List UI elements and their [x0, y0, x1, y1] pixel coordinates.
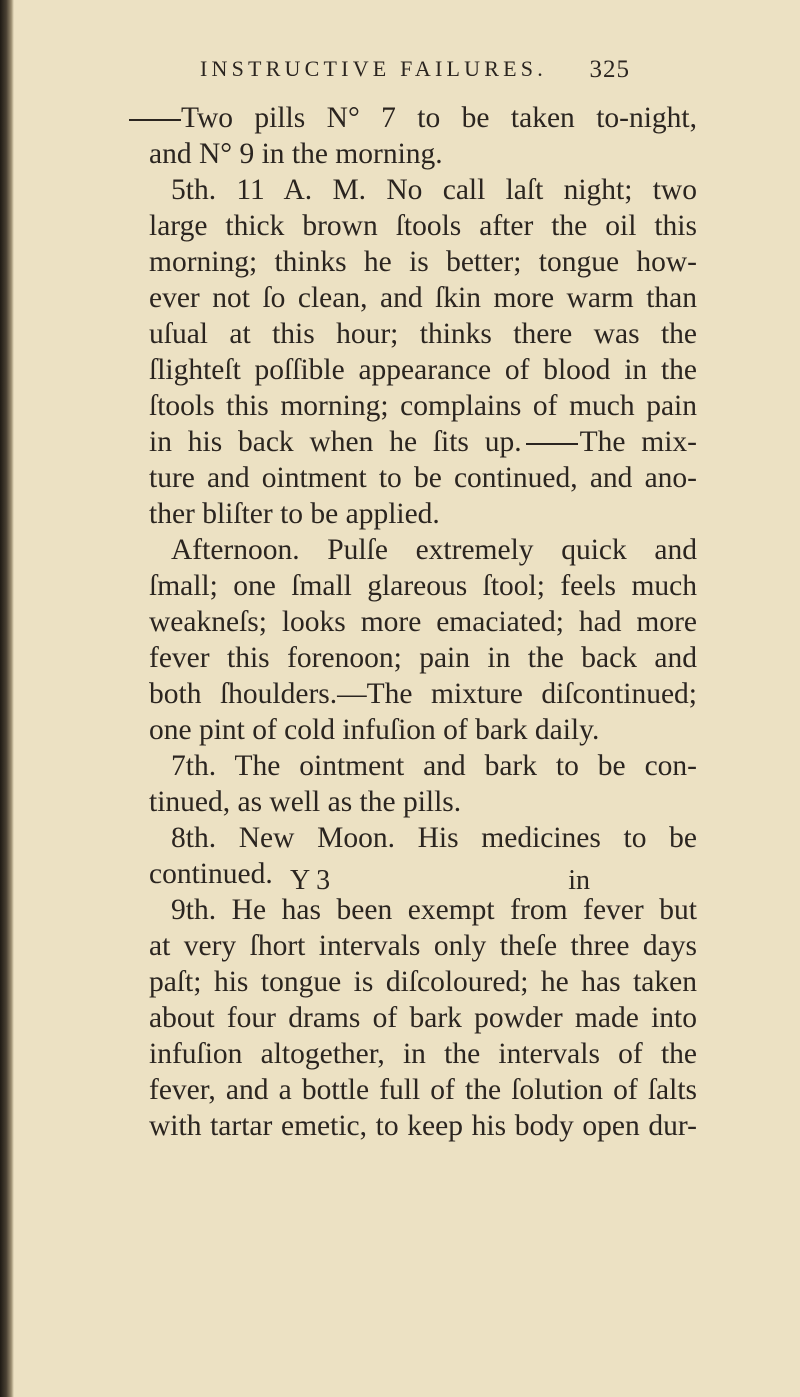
text-line: infuſion altogether, in the intervals of the	[149, 1038, 697, 1070]
text-line: ſlighteſt poſſible appearance of blood in the	[149, 354, 697, 386]
dash-rule	[129, 119, 181, 121]
text-line: and N° 9 in the morning.	[149, 138, 443, 170]
text-line: 9th. He has been exempt from fever but	[171, 894, 697, 926]
catchword: in	[568, 865, 590, 896]
text-line: weakneſs; looks more emaciated; had more	[149, 606, 697, 638]
text-line: paſt; his tongue is diſcoloured; he has taken	[149, 966, 697, 998]
text-line: large thick brown ſtools after the oil this	[149, 210, 697, 242]
text-line: ther bliſter to be applied.	[149, 498, 440, 530]
text-line: both ſhoulders.—The mixture diſcontinued;	[149, 678, 697, 710]
text-line: one pint of cold infuſion of bark daily.	[149, 714, 600, 746]
text-line: fever, and a bottle full of the ſolution of ſalts	[149, 1074, 697, 1106]
running-head	[200, 56, 630, 90]
signature-mark: Y 3	[290, 865, 331, 896]
text-line: 5th. 11 A. M. No call laſt night; two	[171, 174, 697, 206]
text-line: continued.	[149, 858, 273, 890]
text-line: ever not ſo clean, and ſkin more warm than	[149, 282, 697, 314]
text-line: morning; thinks he is better; tongue how-	[149, 246, 697, 278]
text-line: in his back when he ſits up. The mix-	[149, 426, 697, 458]
text-line: ſtools this morning; complains of much pain	[149, 390, 697, 422]
text-line: ſmall; one ſmall glareous ſtool; feels much	[149, 570, 697, 602]
text-line: tinued, as well as the pills.	[149, 786, 462, 818]
dash-rule	[526, 443, 578, 445]
text-line: 7th. The ointment and bark to be con-	[171, 750, 697, 782]
body-text	[149, 100, 697, 1144]
footer	[290, 865, 590, 901]
text-line: 8th. New Moon. His medicines to be	[171, 822, 697, 854]
text-line: about four drams of bark powder made into	[149, 1002, 697, 1034]
text-line: at very ſhort intervals only theſe three days	[149, 930, 697, 962]
text-line: Two pills N° 7 to be taken to-night,	[149, 100, 697, 136]
text-line: uſual at this hour; thinks there was the	[149, 318, 697, 350]
text-line: fever this forenoon; pain in the back and	[149, 642, 697, 674]
running-head-title: INSTRUCTIVE FAILURES.	[200, 56, 547, 81]
text-line: ture and ointment to be continued, and ano-	[149, 462, 697, 494]
text-line: with tartar emetic, to keep his body open dur-	[149, 1110, 697, 1142]
text-line: Afternoon. Pulſe extremely quick and	[171, 534, 697, 566]
page-number: 325	[589, 56, 630, 83]
